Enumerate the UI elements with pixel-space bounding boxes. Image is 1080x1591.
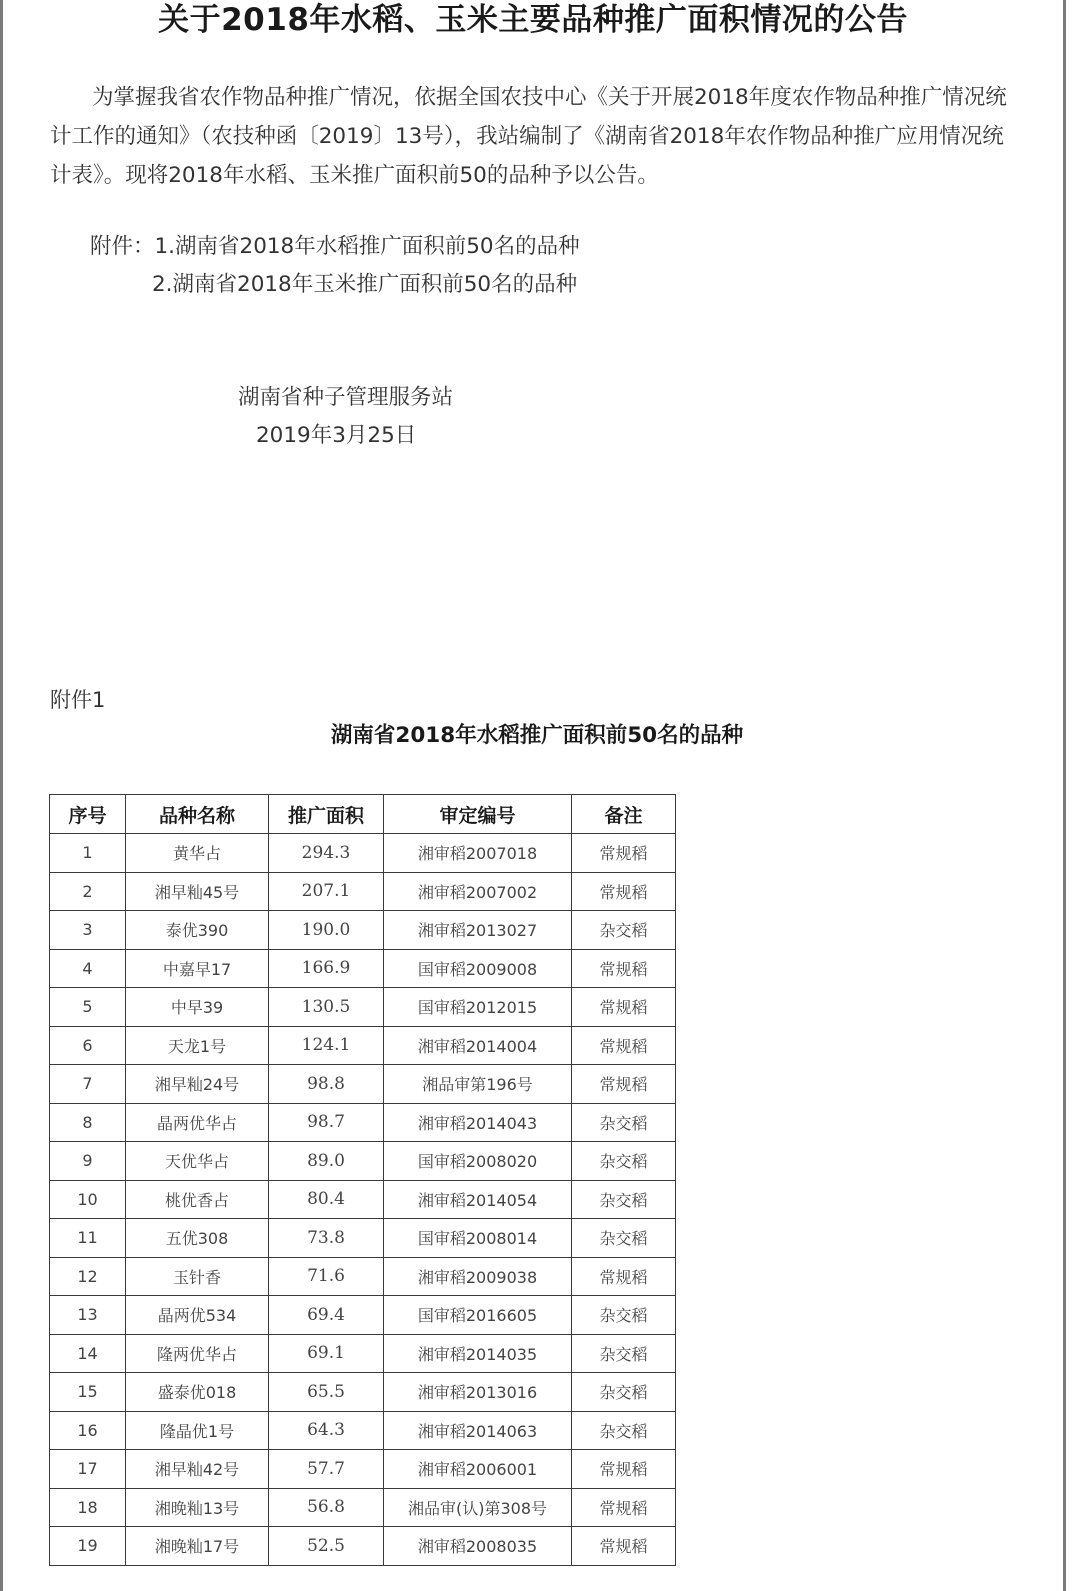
header-approval-no: 审定编号 — [384, 795, 572, 834]
table-row — [50, 1065, 676, 1104]
cell-variety-name: 五优308 — [126, 1219, 269, 1258]
cell-variety-name: 湘晚籼17号 — [126, 1527, 269, 1566]
cell-approval-no: 湘审稻2009038 — [384, 1257, 572, 1296]
document-title: 关于2018年水稻、玉米主要品种推广面积情况的公告 — [158, 2, 908, 38]
cell-variety-name: 隆晶优1号 — [126, 1411, 269, 1450]
table-row — [50, 1180, 676, 1219]
table-row — [50, 1334, 676, 1373]
attachment-2: 2.湖南省2018年玉米推广面积前50名的品种 — [152, 272, 578, 297]
cell-remark: 常规稻 — [572, 872, 676, 911]
cell-area: 69.4 — [269, 1296, 384, 1335]
cell-approval-no: 湘品审(认)第308号 — [384, 1488, 572, 1527]
cell-index: 8 — [50, 1103, 126, 1142]
cell-approval-no: 湘审稻2014043 — [384, 1103, 572, 1142]
cell-remark: 常规稻 — [572, 988, 676, 1027]
cell-variety-name: 中嘉早17 — [126, 949, 269, 988]
cell-area: 124.1 — [269, 1026, 384, 1065]
table-row — [50, 1527, 676, 1566]
cell-area: 166.9 — [269, 949, 384, 988]
cell-index: 5 — [50, 988, 126, 1027]
cell-variety-name: 盛泰优018 — [126, 1373, 269, 1412]
cell-approval-no: 湘审稻2013016 — [384, 1373, 572, 1412]
cell-area: 57.7 — [269, 1450, 384, 1489]
cell-index: 17 — [50, 1450, 126, 1489]
cell-index: 13 — [50, 1296, 126, 1335]
cell-approval-no: 湘品审第196号 — [384, 1065, 572, 1104]
cell-approval-no: 国审稻2009008 — [384, 949, 572, 988]
cell-variety-name: 天优华占 — [126, 1142, 269, 1181]
header-variety-name: 品种名称 — [126, 795, 269, 834]
cell-index: 15 — [50, 1373, 126, 1412]
cell-area: 80.4 — [269, 1180, 384, 1219]
cell-remark: 常规稻 — [572, 1450, 676, 1489]
cell-index: 10 — [50, 1180, 126, 1219]
table-title: 湖南省2018年水稻推广面积前50名的品种 — [330, 723, 744, 748]
cell-approval-no: 湘审稻2013027 — [384, 911, 572, 950]
cell-remark: 常规稻 — [572, 1257, 676, 1296]
table-row — [50, 1488, 676, 1527]
cell-variety-name: 中早39 — [126, 988, 269, 1027]
cell-area: 207.1 — [269, 872, 384, 911]
cell-variety-name: 湘晚籼13号 — [126, 1488, 269, 1527]
cell-area: 190.0 — [269, 911, 384, 950]
cell-variety-name: 桃优香占 — [126, 1180, 269, 1219]
cell-remark: 杂交稻 — [572, 1411, 676, 1450]
cell-variety-name: 湘早籼45号 — [126, 872, 269, 911]
cell-remark: 常规稻 — [572, 1488, 676, 1527]
table-row — [50, 1219, 676, 1258]
cell-variety-name: 湘早籼42号 — [126, 1450, 269, 1489]
cell-area: 56.8 — [269, 1488, 384, 1527]
cell-remark: 杂交稻 — [572, 1180, 676, 1219]
cell-remark: 杂交稻 — [572, 1296, 676, 1335]
cell-remark: 杂交稻 — [572, 1142, 676, 1181]
cell-approval-no: 国审稻2008020 — [384, 1142, 572, 1181]
cell-remark: 杂交稻 — [572, 1373, 676, 1412]
cell-variety-name: 晶两优534 — [126, 1296, 269, 1335]
cell-area: 64.3 — [269, 1411, 384, 1450]
cell-index: 6 — [50, 1026, 126, 1065]
cell-remark: 常规稻 — [572, 1026, 676, 1065]
cell-area: 98.7 — [269, 1103, 384, 1142]
announcement-body: 为掌握我省农作物品种推广情况，依据全国农技中心《关于开展2018年度农作物品种推广情况统计工作的通知》（农技种函〔2019〕13号），我站编制了《湖南省2018年农作物品种推广应用情况统计表》。现将2018年水稻、玉米推广面积前50的品种予以公告。 — [50, 85, 1007, 188]
cell-variety-name: 泰优390 — [126, 911, 269, 950]
table-row — [50, 911, 676, 950]
cell-approval-no: 湘审稻2014063 — [384, 1411, 572, 1450]
cell-area: 294.3 — [269, 834, 384, 873]
cell-area: 89.0 — [269, 1142, 384, 1181]
cell-remark: 常规稻 — [572, 1527, 676, 1566]
signature-date: 2019年3月25日 — [256, 423, 417, 448]
cell-index: 3 — [50, 911, 126, 950]
cell-approval-no: 湘审稻2006001 — [384, 1450, 572, 1489]
table-row — [50, 1142, 676, 1181]
cell-remark: 杂交稻 — [572, 911, 676, 950]
annex-label: 附件1 — [50, 688, 106, 712]
header-area: 推广面积 — [269, 795, 384, 834]
cell-index: 18 — [50, 1488, 126, 1527]
cell-index: 11 — [50, 1219, 126, 1258]
table-body — [50, 834, 676, 1566]
cell-index: 12 — [50, 1257, 126, 1296]
cell-approval-no: 国审稻2008014 — [384, 1219, 572, 1258]
attachment-1: 附件：1.湖南省2018年水稻推广面积前50名的品种 — [90, 234, 580, 259]
table-row — [50, 1296, 676, 1335]
table-row — [50, 949, 676, 988]
cell-approval-no: 湘审稻2008035 — [384, 1527, 572, 1566]
cell-remark: 常规稻 — [572, 834, 676, 873]
table-row — [50, 1103, 676, 1142]
table-row — [50, 1257, 676, 1296]
cell-variety-name: 隆两优华占 — [126, 1334, 269, 1373]
cell-index: 16 — [50, 1411, 126, 1450]
cell-index: 4 — [50, 949, 126, 988]
table-row — [50, 834, 676, 873]
cell-approval-no: 湘审稻2007018 — [384, 834, 572, 873]
cell-area: 52.5 — [269, 1527, 384, 1566]
cell-area: 69.1 — [269, 1334, 384, 1373]
cell-variety-name: 玉针香 — [126, 1257, 269, 1296]
table-row — [50, 1411, 676, 1450]
table-row — [50, 1373, 676, 1412]
table-row — [50, 872, 676, 911]
cell-index: 14 — [50, 1334, 126, 1373]
cell-approval-no: 湘审稻2007002 — [384, 872, 572, 911]
header-remark: 备注 — [572, 795, 676, 834]
cell-area: 98.8 — [269, 1065, 384, 1104]
cell-area: 73.8 — [269, 1219, 384, 1258]
cell-approval-no: 湘审稻2014054 — [384, 1180, 572, 1219]
cell-area: 130.5 — [269, 988, 384, 1027]
cell-index: 2 — [50, 872, 126, 911]
cell-variety-name: 天龙1号 — [126, 1026, 269, 1065]
cell-area: 65.5 — [269, 1373, 384, 1412]
cell-remark: 杂交稻 — [572, 1219, 676, 1258]
table-row — [50, 988, 676, 1027]
cell-remark: 常规稻 — [572, 1065, 676, 1104]
cell-index: 1 — [50, 834, 126, 873]
cell-index: 19 — [50, 1527, 126, 1566]
cell-index: 9 — [50, 1142, 126, 1181]
table-row — [50, 1450, 676, 1489]
cell-remark: 常规稻 — [572, 949, 676, 988]
rice-variety-table — [49, 794, 676, 1566]
table-row — [50, 1026, 676, 1065]
cell-variety-name: 湘早籼24号 — [126, 1065, 269, 1104]
signature-org: 湖南省种子管理服务站 — [238, 385, 454, 410]
cell-variety-name: 晶两优华占 — [126, 1103, 269, 1142]
cell-remark: 杂交稻 — [572, 1334, 676, 1373]
header-index: 序号 — [50, 795, 126, 834]
cell-approval-no: 湘审稻2014004 — [384, 1026, 572, 1065]
table-header-row — [50, 795, 676, 834]
cell-variety-name: 黄华占 — [126, 834, 269, 873]
cell-approval-no: 湘审稻2014035 — [384, 1334, 572, 1373]
cell-index: 7 — [50, 1065, 126, 1104]
cell-approval-no: 国审稻2012015 — [384, 988, 572, 1027]
cell-remark: 杂交稻 — [572, 1103, 676, 1142]
cell-approval-no: 国审稻2016605 — [384, 1296, 572, 1335]
cell-area: 71.6 — [269, 1257, 384, 1296]
